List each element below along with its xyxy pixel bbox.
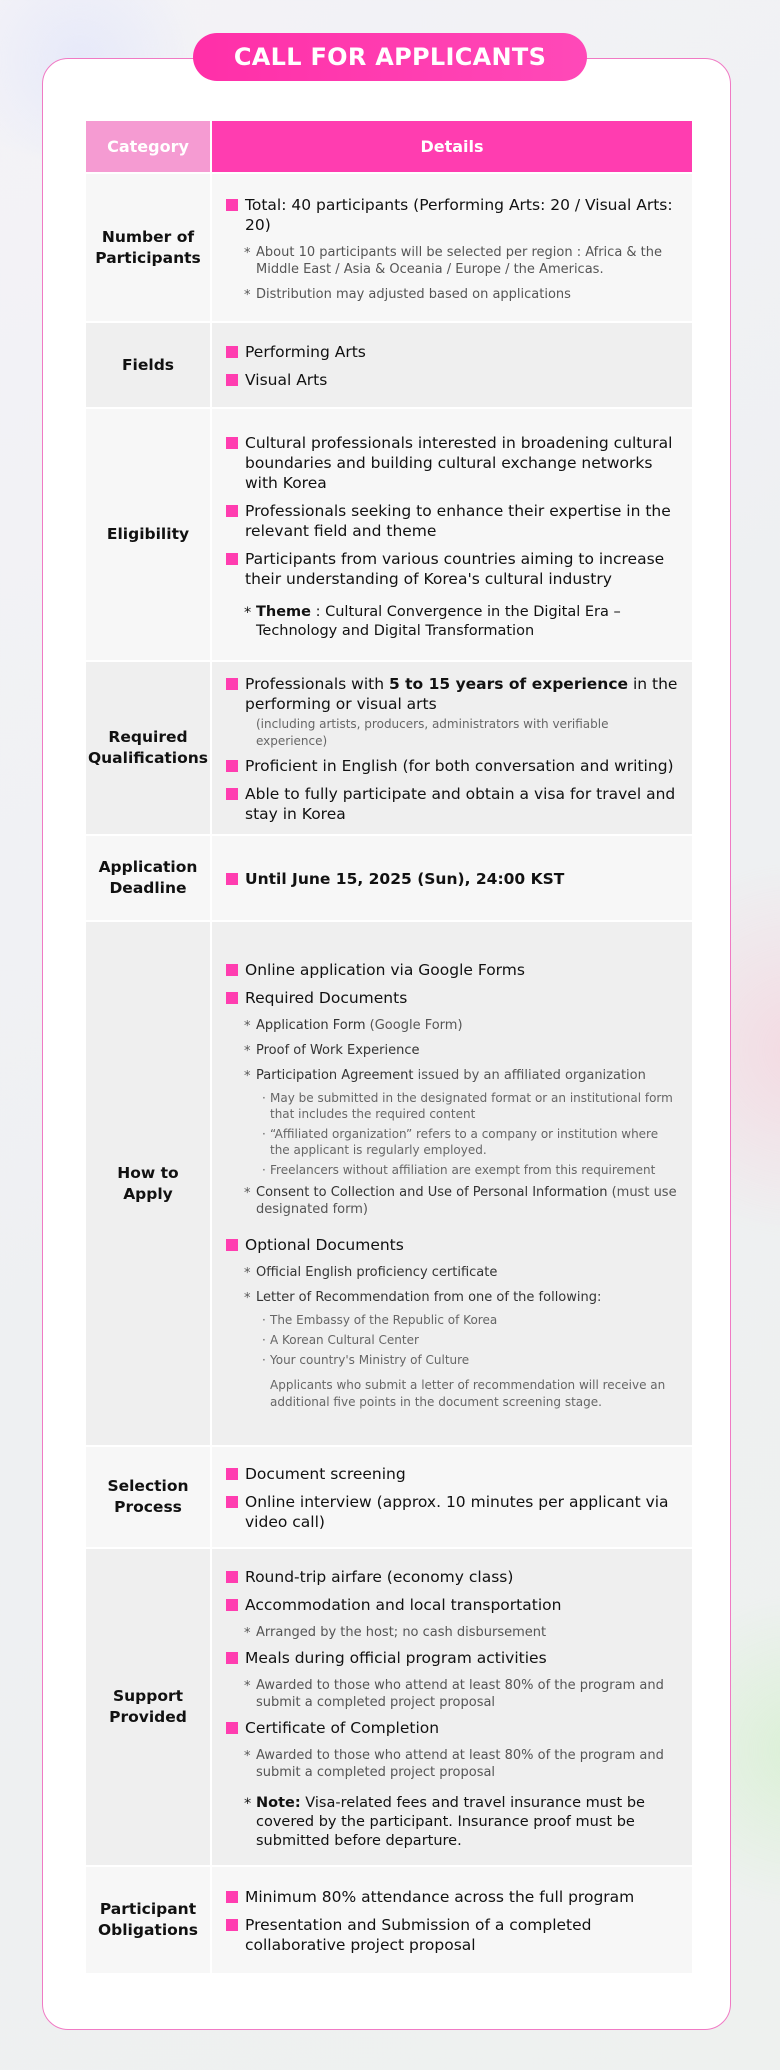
row-details <box>212 836 692 920</box>
item-text: Performing Arts <box>245 343 366 361</box>
item-text: Online application via Google Forms <box>245 961 525 979</box>
row-details <box>212 409 692 660</box>
table-row <box>86 1547 692 1865</box>
page-title: CALL FOR APPLICANTS <box>193 33 587 81</box>
sub-item <box>226 1162 678 1178</box>
item-label: Until June 15, 2025 (Sun), 24:00 KST <box>245 870 565 888</box>
bullet-item <box>226 988 678 1008</box>
note-item <box>226 286 678 303</box>
table-header <box>86 121 692 172</box>
item-text: May be submitted in the designated format or an institutional form that includes the required content <box>270 1091 673 1121</box>
note-item <box>226 1677 678 1711</box>
item-text: Meals during official program activities <box>245 1649 547 1667</box>
sub-item <box>226 1090 678 1122</box>
note-item <box>226 1289 678 1306</box>
row-category: Number of Participants <box>86 174 210 321</box>
item-text: Online interview (approx. 10 minutes per applicant via video call) <box>245 1493 669 1531</box>
item-text: Freelancers without affiliation are exempt from this requirement <box>270 1163 656 1177</box>
row-category: Eligibility <box>86 409 210 660</box>
item-text: Minimum 80% attendance across the full program <box>245 1888 635 1906</box>
bullet-item <box>226 1464 678 1484</box>
item-text: Applicants who submit a letter of recommendation will receive an additional five points in the document screening stage. <box>270 1378 666 1409</box>
item-text: Proficient in English (for both conversation and writing) <box>245 757 674 775</box>
row-category: Fields <box>86 323 210 407</box>
bullet-item <box>226 370 678 390</box>
note-item <box>226 1624 678 1641</box>
table-row <box>86 321 692 407</box>
table-row <box>86 1445 692 1547</box>
item-text: in the performing or visual arts <box>245 675 678 713</box>
note-item <box>226 1184 678 1218</box>
item-label: Note: <box>256 1795 301 1811</box>
table-body <box>86 172 692 1973</box>
item-label: Participation Agreement <box>256 1068 414 1083</box>
item-text: Awarded to those who attend at least 80% of the program and submit a completed project proposal <box>256 1748 664 1780</box>
note-item <box>226 1747 678 1781</box>
bullet-item <box>226 756 678 776</box>
bullet-item <box>226 869 678 889</box>
item-text: Professionals with <box>245 675 389 693</box>
table-row <box>86 407 692 660</box>
item-text: (Google Form) <box>365 1018 463 1033</box>
bullet-item <box>226 1492 678 1532</box>
item-text: Your country's Ministry of Culture <box>270 1353 470 1367</box>
row-category: Participant Obligations <box>86 1867 210 1973</box>
note-item <box>226 603 678 641</box>
row-details <box>212 1867 692 1973</box>
row-details <box>212 323 692 407</box>
table-row <box>86 660 692 834</box>
row-details <box>212 662 692 834</box>
row-category: Support Provided <box>86 1549 210 1865</box>
table-row <box>86 172 692 321</box>
item-text: Awarded to those who attend at least 80% of the program and submit a completed project proposal <box>256 1678 664 1710</box>
bullet-item <box>226 960 678 980</box>
note-item <box>226 1067 678 1084</box>
table-row <box>86 1865 692 1973</box>
item-text: Arranged by the host; no cash disbursement <box>256 1625 547 1640</box>
row-category: How to Apply <box>86 922 210 1445</box>
sub-item <box>226 1332 678 1348</box>
header-details: Details <box>212 121 692 172</box>
item-text: (must use designated form) <box>256 1185 677 1217</box>
row-category: Application Deadline <box>86 836 210 920</box>
bullet-item <box>226 1567 678 1587</box>
spacer <box>226 1223 678 1233</box>
bullet-item <box>226 501 678 541</box>
row-category: Required Qualifications <box>86 662 210 834</box>
sub-item <box>226 1312 678 1328</box>
item-text: Visual Arts <box>245 371 328 389</box>
item-text: A Korean Cultural Center <box>270 1333 419 1347</box>
bullet-item <box>226 1648 678 1668</box>
row-details <box>212 922 692 1445</box>
row-details <box>212 1447 692 1547</box>
item-text: Total: 40 participants (Performing Arts: 20 / Visual Arts: 20) <box>245 196 673 234</box>
item-text: About 10 participants will be selected per region : Africa & the Middle East / Asia & Oceania / Europe / the Americas. <box>256 245 663 277</box>
note-item <box>226 1264 678 1281</box>
header-category: Category <box>86 121 210 172</box>
note-item <box>226 1017 678 1034</box>
bullet-item <box>226 784 678 824</box>
note-item <box>226 1042 678 1059</box>
bullet-item <box>226 1595 678 1615</box>
bullet-item <box>226 1887 678 1907</box>
item-text: issued by an affiliated organization <box>413 1068 646 1083</box>
item-text: Professionals seeking to enhance their expertise in the relevant field and theme <box>245 501 671 540</box>
item-text: Participants from various countries aiming to increase their understanding of Korea's cultural industry <box>245 549 665 588</box>
sub-item <box>226 1352 678 1368</box>
note-text <box>226 1377 678 1411</box>
item-text: : Cultural Convergence in the Digital Era – Technology and Digital Transformation <box>256 603 621 639</box>
item-text: Round-trip airfare (economy class) <box>245 1568 514 1586</box>
table-row <box>86 834 692 920</box>
bullet-item <box>226 1915 678 1955</box>
item-text: Distribution may adjusted based on applications <box>256 287 571 302</box>
item-text: Accommodation and local transportation <box>245 1596 562 1614</box>
item-text: Cultural professionals interested in broadening cultural boundaries and building cultural exchange networks with Korea <box>245 433 673 492</box>
item-label: Official English proficiency certificate <box>256 1265 498 1280</box>
bullet-item <box>226 549 678 589</box>
item-text: “Affiliated organization” refers to a company or institution where the applicant is regularly employed. <box>270 1127 659 1157</box>
item-emphasis: 5 to 15 years of experience <box>388 675 629 693</box>
item-text: Able to fully participate and obtain a visa for travel and stay in Korea <box>245 785 676 823</box>
sub-item <box>226 1126 678 1158</box>
item-label: Application Form <box>256 1018 366 1033</box>
item-text: (including artists, producers, administrators with verifiable experience) <box>256 717 609 748</box>
item-text: Certificate of Completion <box>245 1719 440 1737</box>
bullet-item <box>226 674 678 714</box>
item-text: Visa-related fees and travel insurance must be covered by the participant. Insurance proof must be submitted before departure. <box>256 1795 645 1849</box>
row-category: Selection Process <box>86 1447 210 1547</box>
bullet-item <box>226 342 678 362</box>
item-text: Presentation and Submission of a completed collaborative project proposal <box>245 1916 592 1954</box>
item-label: Consent to Collection and Use of Personal Information <box>256 1185 608 1200</box>
bullet-item <box>226 1718 678 1738</box>
item-label: Theme <box>256 603 311 620</box>
row-details <box>212 174 692 321</box>
item-text: Required Documents <box>245 989 408 1007</box>
bullet-item <box>226 433 678 493</box>
row-details <box>212 1549 692 1865</box>
bullet-item <box>226 195 678 235</box>
item-text: The Embassy of the Republic of Korea <box>270 1313 498 1327</box>
item-label: Letter of Recommendation from one of the following: <box>256 1290 602 1305</box>
note-text <box>226 716 678 750</box>
note-item <box>226 1794 678 1851</box>
info-table <box>86 121 692 1973</box>
table-row <box>86 920 692 1445</box>
item-label: Proof of Work Experience <box>256 1043 420 1058</box>
item-text: Optional Documents <box>245 1236 404 1254</box>
item-text: Document screening <box>245 1465 406 1483</box>
bullet-item <box>226 1235 678 1255</box>
note-item <box>226 244 678 278</box>
